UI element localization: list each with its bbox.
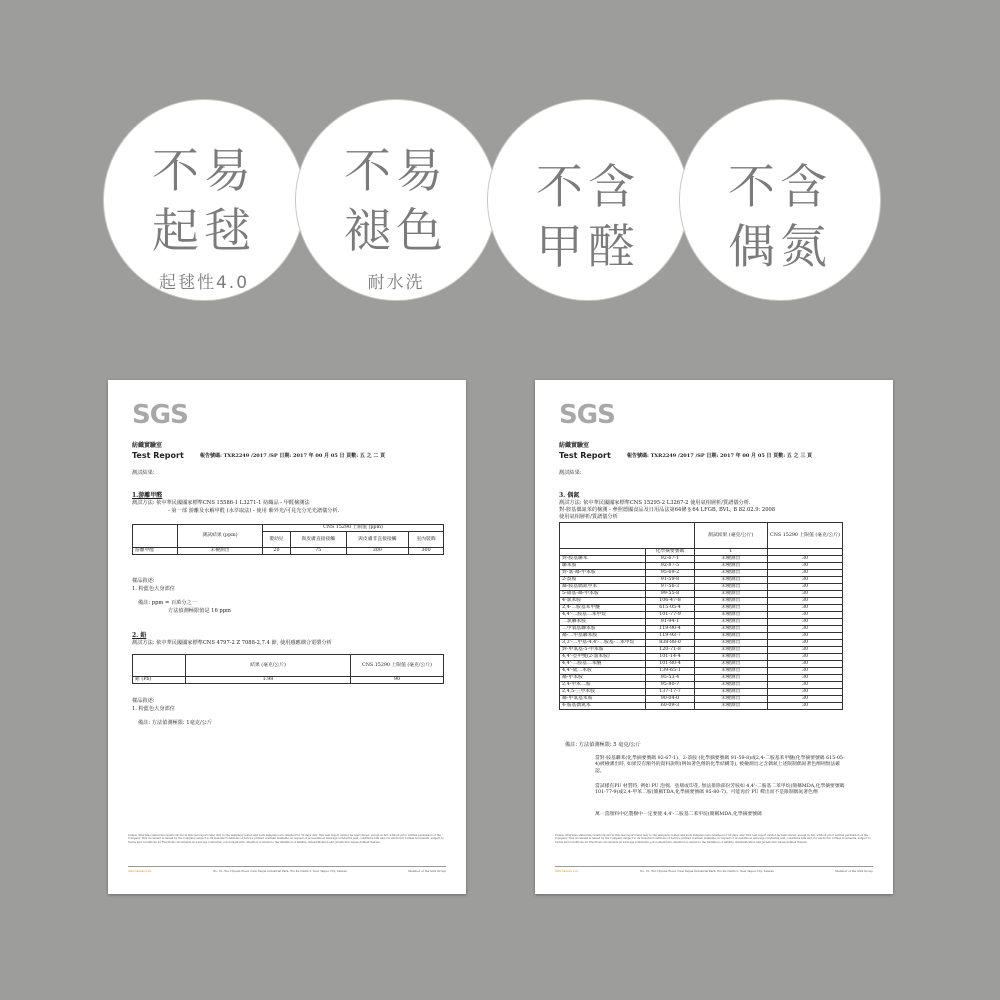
table-row (560, 591, 843, 598)
sample-desc: 1. 粉藍色大身部位 (132, 586, 175, 592)
amine-result: 未檢測出 (694, 563, 768, 570)
lead-table (132, 654, 444, 684)
amine-cas: 838-88-0 (646, 640, 694, 647)
table-row (560, 598, 843, 605)
footer-member: Member of the SGS Group (835, 869, 873, 873)
amine-limit: 30 (768, 626, 843, 633)
note: 備註: 方法偵測極限: 1毫克/公斤 (138, 720, 213, 726)
row-val: 300 (409, 548, 444, 555)
sgs-logo: SGS (132, 400, 188, 430)
amine-limit: 30 (768, 584, 843, 591)
amine-name: 二甲氧基聯苯胺 (560, 626, 646, 633)
amine-limit: 30 (768, 619, 843, 626)
amine-result: 未檢測出 (694, 668, 768, 675)
footer-divider (128, 866, 446, 867)
amine-limit: 30 (768, 563, 843, 570)
feature-circle-no-formaldehyde (488, 100, 688, 300)
amine-limit: 30 (768, 661, 843, 668)
amine-limit: 30 (768, 689, 843, 696)
amine-cas: 99-55-8 (646, 591, 694, 598)
amine-limit: 30 (768, 591, 843, 598)
amine-cas: 139-65-1 (646, 668, 694, 675)
azo-amines-table (559, 522, 843, 710)
amine-result: 未檢測出 (694, 570, 768, 577)
section-title: 3. 偶氮 (559, 492, 580, 499)
footer-disclaimer: Unless otherwise stated the results shown in this test report refer only to the sample(s) tested and such sample(s) are retained for 30 days only. This test report cannot be reproduced, except in full, without prior written permission of the Company. This document is issued by the Company subject to its General Conditions of Service printed overleaf, available on request or accessible at www.sgs.com/terms_and_conditions.htm and, for electronic format documents, subject to Terms and Conditions for Electronic Documents at www.sgs.com/terms_e-document.htm. Attention is drawn to the limitation of liability, indemnification and jurisdiction issues defined therein. (128, 834, 444, 844)
table-row (560, 633, 843, 640)
amine-name: 2-萘胺 (560, 577, 646, 584)
row-limit: 90 (351, 677, 444, 684)
amine-cas: 91-59-8 (646, 577, 694, 584)
test-method-3: 使用氣相層析/質譜儀分析 (559, 514, 618, 520)
amine-result: 未檢測出 (694, 619, 768, 626)
amine-cas: 101-80-4 (646, 661, 694, 668)
feature-sub: 耐水洗 (367, 273, 425, 293)
note: 備註: 方法偵測極限: 5 毫克/公斤 (565, 742, 641, 748)
col-limit: CNS 15290 上限值 (毫克/公斤) (351, 655, 444, 677)
footer-disclaimer: Unless otherwise stated the results shown in this test report refer only to the sample(s) tested and such sample(s) are retained for 30 days only. This test report cannot be reproduced, except in full, without prior written permission of the Company. This document is issued by the Company subject to its General Conditions of Service printed overleaf, available on request or accessible at www.sgs.com/terms_and_conditions.htm and, for electronic format documents, subject to Terms and Conditions for Electronic Documents at www.sgs.com/terms_e-document.htm. Attention is drawn to the limitation of liability, indemnification and jurisdiction issues defined therein. (555, 834, 871, 844)
amine-result: 未檢測出 (694, 675, 768, 682)
amine-name: 對-甲氧基-5-甲苯胺 (560, 647, 646, 654)
amine-cas: 137-17-7 (646, 689, 694, 696)
amine-cas: 119-90-4 (646, 626, 694, 633)
results-label: 測試結果: (559, 470, 582, 476)
amine-name: 鄰-甲氧基苯胺 (560, 696, 646, 703)
footer-company: SGS Taiwan Ltd. (128, 869, 152, 873)
table-row (560, 654, 843, 661)
amine-result: 未檢測出 (694, 661, 768, 668)
paragraph-1: 當對-胺基聯苯(化學摘要號碼 92-67-1)、2-萘胺 (化學摘要號碼 91-59-8)或2,4-二胺基苯甲醚(化學摘要號碼 615-05-4)被檢測出時, 如果沒有額外的資料說明(例如著色劑的化學結構等), 被檢測出之含偶氮上述限制偶氮著色劑則無法確認。 (595, 756, 845, 774)
feature-circle-no-azo (680, 100, 880, 300)
amine-name: 4,4'-亞甲雙(2-氯苯胺) (560, 654, 646, 661)
test-report-label: Test Report (132, 451, 184, 460)
amine-name: 4,4'-二胺基二苯醚 (560, 661, 646, 668)
amine-cas: 106-47-8 (646, 598, 694, 605)
lab-name: 紡織實驗室 (559, 442, 590, 449)
test-method: 測試方法: 依中華民國國家標準CNS 15586-1 L3271-1 紡織品 - 甲醛檢測法 (132, 500, 310, 506)
note: 備註: ppm = 百萬分之一 (138, 600, 197, 606)
amine-limit: 30 (768, 570, 843, 577)
amine-result: 未檢測出 (694, 640, 768, 647)
amine-result: 未檢測出 (694, 605, 768, 612)
sample-desc: 1. 粉藍色大身部位 (132, 706, 175, 712)
amine-name: 聯苯胺 (560, 563, 646, 570)
amine-cas: 91-94-1 (646, 619, 694, 626)
amine-result: 未檢測出 (694, 689, 768, 696)
amine-name: 鄰-二甲基聯苯胺 (560, 633, 646, 640)
test-report-label: Test Report (559, 451, 611, 460)
amine-name: 對-氯-鄰-甲苯胺 (560, 570, 646, 577)
table-row (560, 626, 843, 633)
section-title: 1.游離甲醛 (132, 492, 163, 499)
col-indirect: 與皮膚非直接接觸 (346, 532, 409, 548)
footer-address: No. 31, Wu Chyuan Road, New Taipei Industrial Park, Wu Ku District, New Taipei City, Taiwan (213, 869, 347, 873)
amine-limit: 30 (768, 556, 843, 563)
col-limit: CNS 15290 上限值 (ppm) (263, 525, 444, 532)
table-row (560, 605, 843, 612)
amine-result: 未檢測出 (694, 556, 768, 563)
table-row (560, 682, 843, 689)
report-number: 報告號碼: TXR2249 /2017 /SP 日期: 2017 年 00 月 05 日 頁數: 五 之 三 頁 (627, 453, 813, 459)
amine-result: 未檢測出 (694, 577, 768, 584)
amine-limit: 30 (768, 675, 843, 682)
amine-name: 2,4,5-三甲苯胺 (560, 689, 646, 696)
amine-result: 未檢測出 (694, 696, 768, 703)
amine-result: 未檢測出 (694, 612, 768, 619)
report-number: 報告號碼: TXR2249 /2017 /SP 日期: 2017 年 00 月 05 日 頁數: 五 之 二 頁 (200, 453, 386, 459)
amine-name: 2,4-二胺基苯甲醚 (560, 605, 646, 612)
table-row (560, 689, 843, 696)
footer-divider (555, 866, 873, 867)
amine-limit: 30 (768, 577, 843, 584)
amine-name: 對-胺基聯苯 (560, 556, 646, 563)
amine-name: 4,4'-硫二苯胺 (560, 668, 646, 675)
row-result: 1.98 (186, 677, 351, 684)
amine-cas: 95-53-4 (646, 675, 694, 682)
col-limit: CNS 15290 上限值 (毫克/公斤) (768, 523, 843, 549)
sgs-logo: SGS (559, 400, 615, 430)
lab-name: 紡織實驗室 (132, 442, 163, 449)
feature-line1: 不易 (344, 144, 448, 199)
amine-limit: 30 (768, 703, 843, 710)
amine-cas: 90-04-0 (646, 696, 694, 703)
footer-address: No. 31, Wu Chyuan Road, New Taipei Industrial Park, Wu Ku District, New Taipei City, Taiwan (640, 869, 774, 873)
test-method-2: 對-胺基偶氮苯的檢測 - 參照德國食品及日用品法第64條 § 64 LFGB, BVL, B 82.02.9: 2008 (559, 507, 776, 513)
amine-cas: 101-14-4 (646, 654, 694, 661)
amine-name: 3,3'-二甲基-4,4'-二胺基-二苯甲烷 (560, 640, 646, 647)
amine-name: 鄰-胺基偶氮甲苯 (560, 584, 646, 591)
amine-cas: 95-80-7 (646, 682, 694, 689)
amine-cas: 615-05-4 (646, 605, 694, 612)
amine-limit: 30 (768, 668, 843, 675)
feature-circle-anti-pilling (104, 100, 304, 300)
test-method: 測試方法: 依中華民國國家標準CNS 4797-2 Z 7088-2,7.4 節, 使用感應耦合電漿分析 (132, 640, 332, 646)
sample-label: 樣品敘述: (132, 698, 155, 704)
col-result: 測試結果 (毫克/公斤) (694, 523, 768, 549)
amine-name: 5-硝基-鄰-甲苯胺 (560, 591, 646, 598)
table-row (560, 619, 843, 626)
amine-limit: 30 (768, 654, 843, 661)
table-row (560, 570, 843, 577)
feature-line2: 起毬 (152, 204, 256, 259)
amine-name: 4,4'-二胺基二苯甲烷 (560, 612, 646, 619)
amine-result: 未檢測出 (694, 598, 768, 605)
feature-line1: 不含 (728, 160, 832, 215)
table-row (560, 668, 843, 675)
amine-limit: 30 (768, 647, 843, 654)
row-label: 游離甲醛 (133, 548, 178, 555)
col-infant: 嬰幼兒 (263, 532, 291, 548)
amine-limit: 30 (768, 605, 843, 612)
results-label: 測試結果: (132, 470, 155, 476)
section-title: 2. 鉛 (132, 632, 147, 639)
col-result: 測試結果 (ppm) (178, 525, 263, 548)
amine-result: 未檢測出 (694, 626, 768, 633)
amine-result: 未檢測出 (694, 654, 768, 661)
amine-result: 未檢測出 (694, 647, 768, 654)
amine-cas: 119-93-7 (646, 633, 694, 640)
amine-result: 未檢測出 (694, 633, 768, 640)
amine-name: 4-胺基偶氮苯 (560, 703, 646, 710)
amine-cas: 120-71-8 (646, 647, 694, 654)
amine-limit: 30 (768, 640, 843, 647)
row-result: 未檢測出 (178, 548, 263, 555)
amine-result: 未檢測出 (694, 584, 768, 591)
amine-result: 未檢測出 (694, 591, 768, 598)
feature-line1: 不易 (152, 144, 256, 199)
amine-name: 4-氯苯胺 (560, 598, 646, 605)
table-row (560, 675, 843, 682)
footer-member: Member of the SGS Group (408, 869, 446, 873)
table-row (560, 556, 843, 563)
formaldehyde-table (132, 524, 444, 555)
feature-line2: 偶氮 (728, 220, 832, 275)
table-row (560, 640, 843, 647)
amine-cas: 95-69-2 (646, 570, 694, 577)
table-row (560, 703, 843, 710)
test-report-page-2 (535, 380, 893, 894)
footer-company: SGS Taiwan Ltd. (555, 869, 579, 873)
col-cas: 化學摘要號碼 (646, 549, 694, 556)
table-row (560, 584, 843, 591)
row-val: 20 (263, 548, 291, 555)
sample-label: 樣品敘述: (132, 578, 155, 584)
table-row (560, 647, 843, 654)
amine-limit: 30 (768, 598, 843, 605)
feature-line2: 甲醛 (536, 220, 640, 275)
feature-circle-colorfast (296, 100, 496, 300)
amine-result: 未檢測出 (694, 682, 768, 689)
amine-result: 未檢測出 (694, 703, 768, 710)
row-label: 鉛 (Pb) (133, 677, 186, 684)
amine-cas: 92-67-1 (646, 556, 694, 563)
table-row (560, 696, 843, 703)
footer-row (128, 869, 446, 873)
feature-sub: 起毬性4.0 (158, 273, 250, 293)
amine-limit: 30 (768, 696, 843, 703)
paragraph-3: 萬一當顏料中亿製樹中一定要使 4,4'-二胺基二苯甲烷(簡稱MDA,化學摘要號碼 (595, 812, 762, 817)
note-2: 方法偵測極限值是 16 ppm (168, 608, 231, 614)
feature-line2: 褪色 (344, 204, 448, 259)
col-sample-no: 1 (694, 549, 768, 556)
feature-line1: 不含 (536, 160, 640, 215)
col-direct: 與皮膚直接接觸 (290, 532, 346, 548)
amine-cas: 92-87-5 (646, 563, 694, 570)
amine-cas: 60-09-3 (646, 703, 694, 710)
amine-name: 鄰-甲苯胺 (560, 675, 646, 682)
row-val: 75 (290, 548, 346, 555)
amine-name: 二氯聯苯胺 (560, 619, 646, 626)
col-result: 結果 (毫克/公斤) (186, 655, 351, 677)
row-val: 300 (346, 548, 409, 555)
table-row (560, 661, 843, 668)
table-row (560, 563, 843, 570)
amine-limit: 30 (768, 682, 843, 689)
amine-cas: 97-56-3 (646, 584, 694, 591)
paragraph-2: 當試樣有PU 材質時, 例如 PU 泡棉、塗層或印花, 無法排除部份芳胺如 4,4'-二胺基二苯甲烷(簡稱MDA,化學摘要號碼 101-77-9)或2,4-甲苯二胺(簡稱TDA,化學摘要號碼 95-80-7)。可能再於 PU 釋出而不是限制偶氮著色劑 (595, 784, 845, 796)
amine-cas: 101-77-9 (646, 612, 694, 619)
test-report-page-1 (108, 380, 466, 894)
test-method-2: - 第一部 游離及水解甲醛 (水萃取法) - 使用 紫外光/可見光分光光譜儀分析. (168, 508, 340, 514)
amine-limit: 30 (768, 612, 843, 619)
test-method: 測試方法: 依中華民國國家標準CNS 15295-2 L3267-2 使用氣相層析/質譜儀分析. (559, 500, 751, 506)
table-row (560, 577, 843, 584)
table-row (560, 612, 843, 619)
amine-name: 2,4-甲苯二胺 (560, 682, 646, 689)
footer-row (555, 869, 873, 873)
amine-limit: 30 (768, 633, 843, 640)
col-indoor: 室內裝飾 (409, 532, 444, 548)
